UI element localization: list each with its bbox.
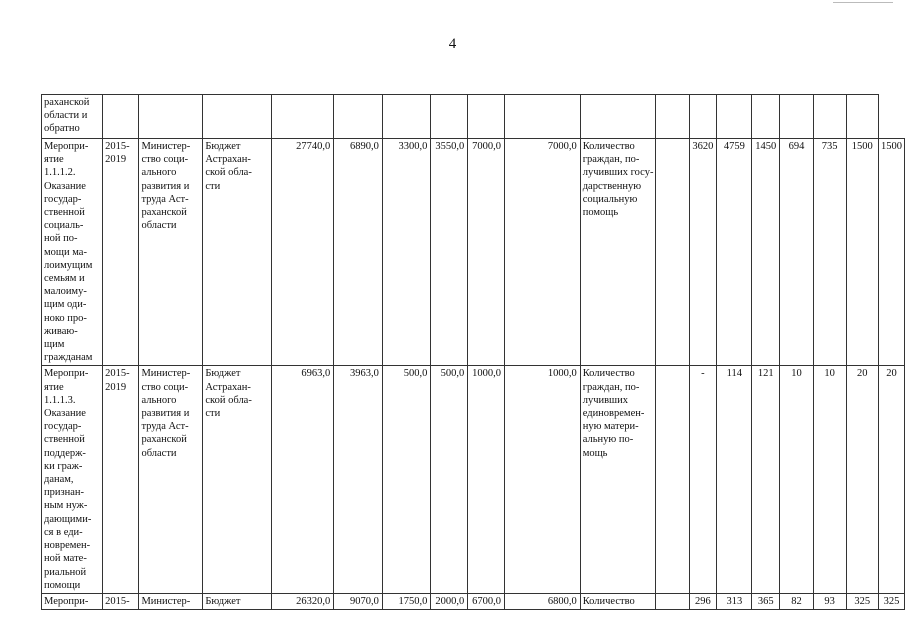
indicator-value-cell: 365: [752, 593, 780, 609]
text-line: Бюджет: [205, 368, 241, 380]
period-cell: [103, 593, 139, 609]
text-line: области и: [44, 110, 88, 122]
text-line: 2019: [105, 154, 127, 166]
indicator-value-cell: 296: [689, 593, 717, 609]
table-row: [42, 593, 905, 609]
year-amount-cell: 2000,0: [431, 593, 468, 609]
text-line: 2015-: [105, 595, 130, 607]
indicator-value-cell: 1500: [846, 139, 878, 366]
text-line: Оказание: [44, 180, 86, 192]
year-amount-cell: 6800,0: [504, 593, 580, 609]
text-line: Министер-: [141, 141, 191, 152]
text-line: ской обла-: [205, 394, 252, 406]
text-line: Оказание: [44, 408, 86, 420]
text-line: раханской: [141, 434, 187, 446]
spacer-cell: [656, 593, 689, 609]
spacer-cell: [656, 366, 689, 593]
text-line: лучивших госу-: [582, 167, 654, 179]
text-line: сти: [205, 408, 221, 420]
indicator-value-cell: 93: [813, 593, 846, 609]
spacer-cell: [656, 139, 689, 366]
program-table: [41, 94, 905, 610]
indicator-value-cell: 1500: [879, 139, 905, 366]
indicator-value-cell: 20: [846, 366, 878, 593]
indicator-value-cell: 694: [780, 139, 814, 366]
value-cell: [813, 95, 846, 139]
text-line: дающими-: [44, 513, 92, 525]
year-amount-cell: 7000,0: [468, 139, 505, 366]
text-line: Бюджет: [205, 141, 241, 152]
text-line: поддерж-: [44, 447, 86, 459]
indicator-value-cell: 121: [752, 366, 780, 593]
text-line: единовремен-: [582, 408, 645, 420]
executor-cell: [139, 593, 203, 609]
value-cell: [846, 95, 878, 139]
text-line: помощи: [44, 579, 81, 591]
year-amount-cell: 6890,0: [334, 139, 383, 366]
total-cell: 26320,0: [271, 593, 334, 609]
text-line: ство соци-: [141, 381, 189, 393]
text-line: развития и: [141, 180, 190, 192]
scan-edge-mark: [833, 2, 893, 3]
text-line: новремен-: [44, 540, 91, 552]
indicator-value-cell: 3620: [689, 139, 717, 366]
total-cell: 27740,0: [271, 139, 334, 366]
executor-cell: [139, 366, 203, 593]
year-cell: [431, 95, 468, 139]
text-line: гражданам: [44, 352, 93, 364]
year-cell: [334, 95, 383, 139]
indicator-cell: [580, 593, 656, 609]
text-line: малоиму-: [44, 286, 87, 298]
text-line: Астрахан-: [205, 154, 251, 166]
indicator-value-cell: 325: [879, 593, 905, 609]
year-amount-cell: 3300,0: [382, 139, 431, 366]
spacer-cell: [656, 95, 689, 139]
year-amount-cell: 500,0: [382, 366, 431, 593]
year-amount-cell: 3550,0: [431, 139, 468, 366]
text-line: Количество: [582, 595, 635, 607]
text-line: области: [141, 447, 177, 459]
text-line: ство соци-: [141, 154, 189, 166]
table-row-continuation: [42, 95, 905, 139]
text-line: данам,: [44, 474, 74, 486]
text-line: Министер-: [141, 595, 191, 607]
text-line: Меропри-: [44, 595, 89, 607]
event-cell: [42, 593, 103, 609]
year-amount-cell: 1000,0: [504, 366, 580, 593]
text-line: мощь: [582, 447, 608, 459]
indicator-value-cell: 114: [717, 366, 752, 593]
value-cell: [689, 95, 717, 139]
executor-cell: [139, 95, 203, 139]
indicator-value-cell: 10: [780, 366, 814, 593]
text-line: ального: [141, 394, 177, 406]
event-cell: [42, 139, 103, 366]
text-line: ной мате-: [44, 553, 87, 565]
executor-cell: [139, 139, 203, 366]
text-line: щим оди-: [44, 299, 87, 311]
text-line: Министер-: [141, 368, 191, 380]
text-line: социаль-: [44, 220, 84, 232]
indicator-value-cell: 313: [717, 593, 752, 609]
text-line: 2019: [105, 381, 127, 393]
source-cell: [203, 366, 271, 593]
period-cell: [103, 366, 139, 593]
year-amount-cell: 9070,0: [334, 593, 383, 609]
text-line: 1.1.1.3.: [44, 394, 76, 406]
indicator-value-cell: 82: [780, 593, 814, 609]
text-line: раханской: [44, 97, 90, 108]
text-line: Бюджет: [205, 595, 241, 607]
indicator-value-cell: -: [689, 366, 717, 593]
text-line: 1.1.1.2.: [44, 167, 76, 179]
total-cell: 6963,0: [271, 366, 334, 593]
event-cell: [42, 366, 103, 593]
value-cell: [780, 95, 814, 139]
indicator-value-cell: 325: [846, 593, 878, 609]
year-amount-cell: 3963,0: [334, 366, 383, 593]
text-line: ным нуж-: [44, 500, 88, 512]
text-line: мощи ма-: [44, 246, 87, 258]
text-line: государ-: [44, 421, 82, 433]
text-line: щим: [44, 339, 65, 351]
indicator-value-cell: 10: [813, 366, 846, 593]
text-line: лучивших: [582, 394, 629, 406]
text-line: области: [141, 220, 177, 232]
text-line: дарственную: [582, 180, 642, 192]
year-amount-cell: 1750,0: [382, 593, 431, 609]
text-line: социальную: [582, 193, 638, 205]
year-amount-cell: 1000,0: [468, 366, 505, 593]
year-cell: [468, 95, 505, 139]
text-line: обратно: [44, 123, 80, 135]
event-cell: [42, 95, 103, 139]
text-line: труда Аст-: [141, 193, 189, 205]
text-line: ки граж-: [44, 460, 83, 472]
text-line: труда Аст-: [141, 421, 189, 433]
text-line: граждан, по-: [582, 381, 640, 393]
text-line: развития и: [141, 408, 190, 420]
text-line: государ-: [44, 193, 82, 205]
text-line: семьям и: [44, 273, 85, 285]
indicator-value-cell: 20: [879, 366, 905, 593]
text-line: лоимущим: [44, 259, 93, 271]
text-line: раханской: [141, 207, 187, 219]
text-line: ной по-: [44, 233, 78, 245]
text-line: 2015-: [105, 368, 130, 380]
table-body: [42, 95, 905, 610]
page-number: 4: [448, 36, 457, 52]
indicator-value-cell: 4759: [717, 139, 752, 366]
total-cell: [271, 95, 334, 139]
value-cell: [752, 95, 780, 139]
source-cell: [203, 139, 271, 366]
text-line: альную по-: [582, 434, 634, 446]
text-line: ственной: [44, 434, 85, 446]
text-line: Меропри-: [44, 368, 89, 380]
value-cell: [717, 95, 752, 139]
text-line: ную матери-: [582, 421, 639, 433]
year-amount-cell: 500,0: [431, 366, 468, 593]
text-line: риальной: [44, 566, 87, 578]
text-line: ской обла-: [205, 167, 252, 179]
indicator-value-cell: 735: [813, 139, 846, 366]
text-line: живаю-: [44, 325, 78, 337]
text-line: ального: [141, 167, 177, 179]
text-line: сти: [205, 180, 221, 192]
text-line: ятие: [44, 381, 64, 393]
period-cell: [103, 95, 139, 139]
indicator-cell: [580, 139, 656, 366]
text-line: помощь: [582, 207, 619, 219]
text-line: граждан, по-: [582, 154, 640, 166]
indicator-value-cell: 1450: [752, 139, 780, 366]
text-line: 2015-: [105, 141, 130, 152]
year-amount-cell: 6700,0: [468, 593, 505, 609]
table-row: [42, 139, 905, 366]
source-cell: [203, 593, 271, 609]
table-row: [42, 366, 905, 593]
indicator-cell: [580, 95, 656, 139]
text-line: ноко про-: [44, 312, 87, 324]
source-cell: [203, 95, 271, 139]
year-cell: [504, 95, 580, 139]
text-line: Количество: [582, 368, 635, 380]
indicator-cell: [580, 366, 656, 593]
text-line: ственной: [44, 207, 85, 219]
text-line: ятие: [44, 154, 64, 166]
year-cell: [382, 95, 431, 139]
text-line: ся в еди-: [44, 526, 83, 538]
text-line: Астрахан-: [205, 381, 251, 393]
text-line: Меропри-: [44, 141, 89, 152]
text-line: Количество: [582, 141, 635, 152]
text-line: признан-: [44, 487, 85, 499]
year-amount-cell: 7000,0: [504, 139, 580, 366]
period-cell: [103, 139, 139, 366]
